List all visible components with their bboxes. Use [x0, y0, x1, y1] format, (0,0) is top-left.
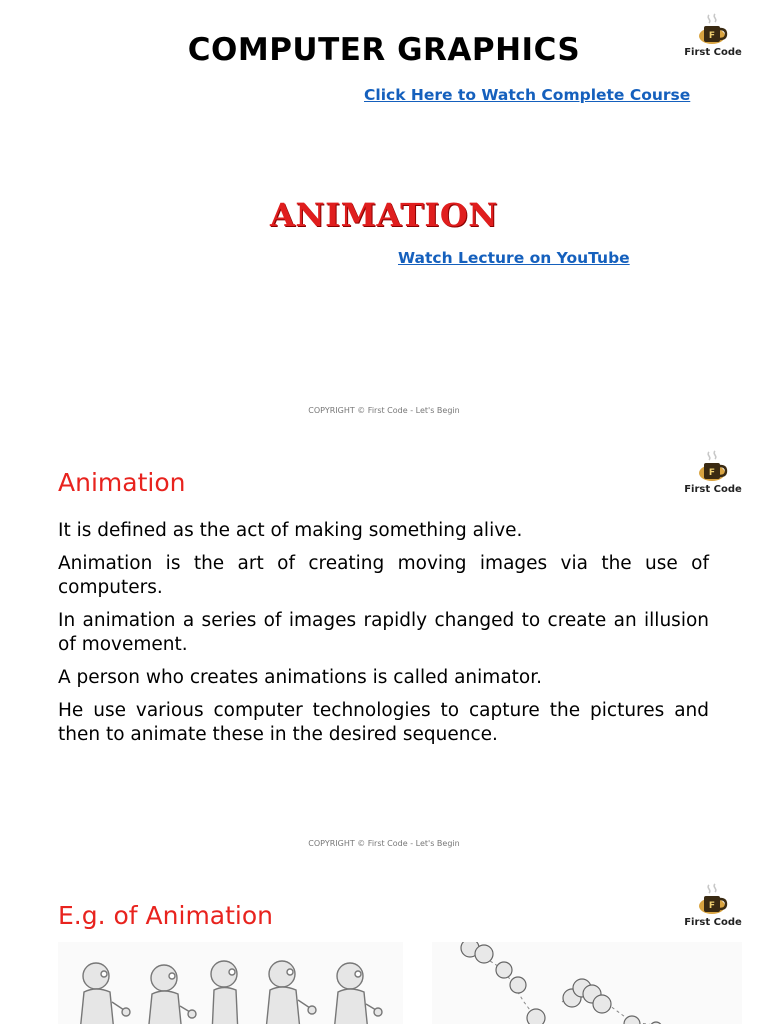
- definition-slide: [0, 433, 768, 866]
- copyright-footer: COPYRIGHT © First Code - Let's Begin: [308, 839, 460, 848]
- coffee-cup-icon: [695, 882, 731, 916]
- coffee-cup-icon: [695, 12, 731, 46]
- coffee-cup-icon: [695, 449, 731, 483]
- title-slide: [0, 0, 768, 433]
- example-slide: [0, 866, 768, 1024]
- list-item: He use various computer technologies to capture the pictures and then to animate these in the desired sequence.: [58, 700, 709, 745]
- bouncing-ball-image: [432, 942, 742, 1024]
- list-item: Animation is the art of creating moving images via the use of computers.: [58, 553, 709, 598]
- list-item: It is defined as the act of making something alive.: [58, 520, 523, 541]
- walk-cycle-image: [58, 942, 403, 1024]
- svg-text:F: F: [708, 31, 716, 41]
- watch-course-link[interactable]: Click Here to Watch Complete Course: [364, 86, 691, 104]
- logo-text: First Code: [684, 917, 742, 928]
- svg-text:F: F: [708, 468, 716, 478]
- logo-text: First Code: [684, 47, 742, 58]
- logo-text: First Code: [684, 484, 742, 495]
- svg-text:F: F: [708, 901, 716, 911]
- list-item: A person who creates animations is called animator.: [58, 667, 543, 688]
- definition-list: [58, 519, 709, 756]
- topic-title: ANIMATION: [270, 196, 498, 234]
- first-code-logo: [668, 12, 758, 72]
- youtube-lecture-link[interactable]: Watch Lecture on YouTube: [398, 249, 630, 267]
- slide-heading: E.g. of Animation: [58, 901, 274, 930]
- first-code-logo: [668, 882, 758, 942]
- slide-heading: Animation: [58, 468, 186, 497]
- first-code-logo: [668, 449, 758, 509]
- copyright-footer: COPYRIGHT © First Code - Let's Begin: [308, 406, 460, 415]
- list-item: In animation a series of images rapidly changed to create an illusion of movement.: [58, 610, 709, 655]
- page-title: COMPUTER GRAPHICS: [187, 32, 581, 68]
